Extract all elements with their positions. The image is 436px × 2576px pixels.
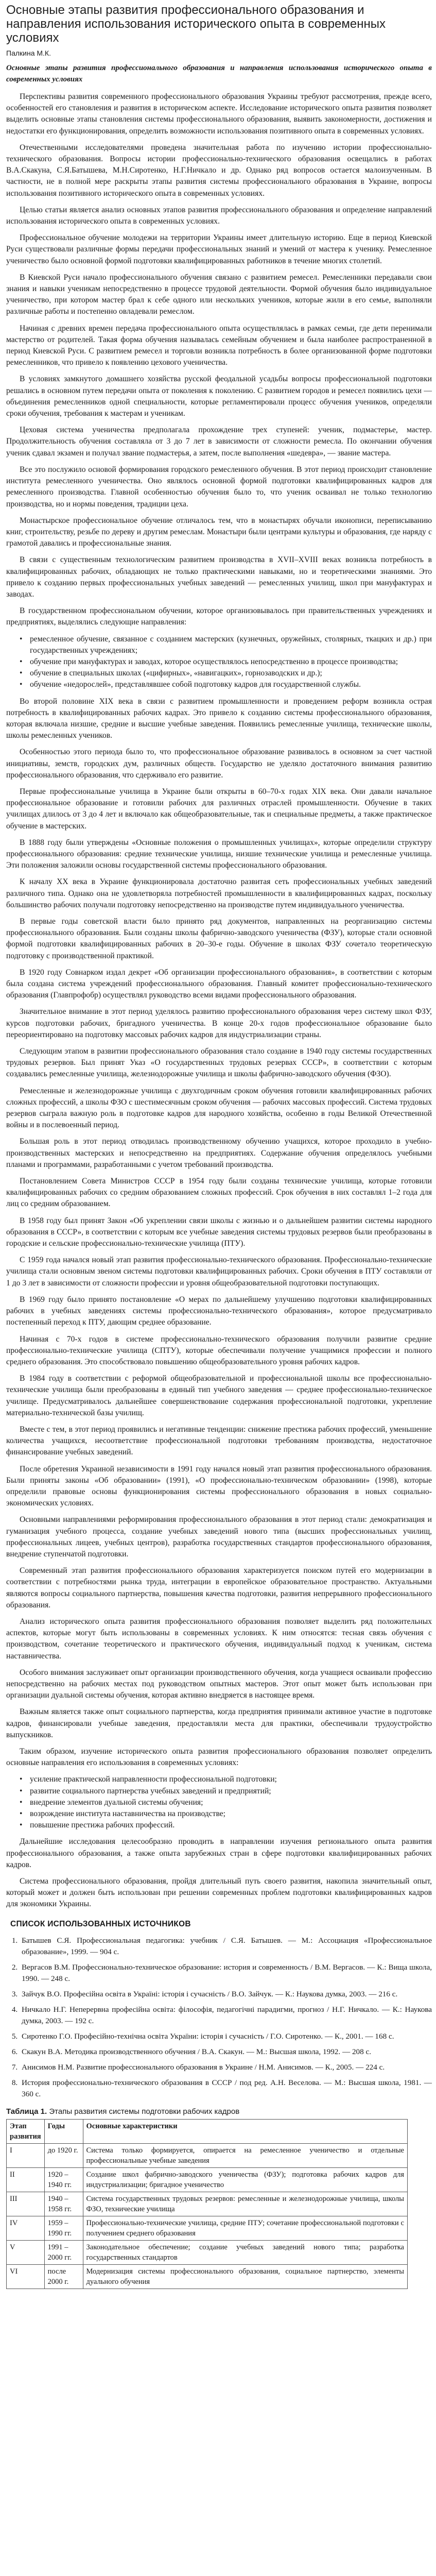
table-caption-label: Таблица 1.	[6, 2107, 47, 2116]
paragraph: В 1969 году было принято постановление «О мерах по дальнейшему улучшению подготовки квалифицированных рабочих в учебных заведениях системы профессионально-технического образования», которое предусматривало постепенный переход к ПТУ, дающим среднее образование.	[6, 1295, 432, 1327]
table-caption-text: Этапы развития системы подготовки рабочих кадров	[47, 2107, 240, 2116]
article-title: Основные этапы развития профессионального образования и направления использования исторического опыта в современных условиях	[6, 3, 386, 45]
table-cell-period: 1991 – 2000 гг.	[44, 2240, 83, 2264]
table-cell-num: III	[7, 2192, 45, 2216]
paragraph: Основными направлениями реформирования профессионального образования в этот период стали: демократизация и гуманизация учебного процесса, создание учебных заведений нового типа (высших профессиональных училищ, профессиональных лицеев, учебных центров), разработка государственных стандартов профессионального образования, внедрение ступенчатой подготовки.	[6, 1515, 432, 1558]
reference-item: 3. Зайчук В.О. Професійна освіта в Україні: історія і сучасність / В.О. Зайчук. — К.: Наукова думка, 2003. — 216 с.	[20, 1989, 432, 2000]
paragraph: Следующим этапом в развитии профессионального образования стало создание в 1940 году системы государственных трудовых резервов. Был принят Указ «О государственных трудовых резервах СССР», в соответствии с которым создавались ремесленные училища, железнодорожные училища и школы фабрично-заводского обучения (ФЗО).	[6, 1047, 432, 1079]
table-cell-period: 1920 – 1940 гг.	[44, 2167, 83, 2192]
body-section-2	[6, 696, 432, 1769]
table-header-period: Годы	[44, 2119, 83, 2143]
reference-item: 4. Ничкало Н.Г. Неперервна професійна освіта: філософія, педагогічні парадигми, прогноз / Н.Г. Ничкало. — К.: Наукова думка, 2003. — 192 с.	[20, 2004, 432, 2027]
table-row	[7, 2264, 408, 2289]
table-header-stage: Этап развития	[7, 2119, 45, 2143]
table-row	[7, 2143, 408, 2167]
list-item: • повышение престижа рабочих профессий.	[20, 1820, 432, 1831]
paragraph: Начиная с древних времен передача профессионального опыта осуществлялась в рамках семьи, где дети перенимали мастерство от родителей. Такая форма обучения называлась семейным обучением и была наиболее распространенной в период Киевской Руси. С развитием ремесел и торговли возникла потребность в более организованной форме подготовки ремесленников, что привело к появлению цехового ученичества.	[6, 324, 432, 367]
table-cell-num: II	[7, 2167, 45, 2192]
paragraph: В Киевской Руси начало профессионального обучения связано с развитием ремесел. Ремесленники передавали свои знания и навыки ученикам непосредственно в процессе трудовой деятельности. Формой обучения было индивидуальное ученичество, при котором мастер брал к себе одного или нескольких учеников, которые жили в его семье, выполняли различные работы и постепенно овладевали ремеслом.	[6, 273, 432, 316]
paragraph: Особенностью этого периода было то, что профессиональное образование развивалось в основном за счет частной инициативы, земств, городских дум, различных обществ. Государство не уделяло достаточного внимания развитию профессионального образования, что сдерживало его развитие.	[6, 748, 432, 779]
body-section-3	[6, 1836, 432, 1910]
paragraph: В 1888 году были утверждены «Основные положения о промышленных училищах», которые определили структуру профессионального образования: средние технические училища, низшие технические училища и ремесленные училища. Эти положения заложили основы государственной системы профессионального образования.	[6, 838, 432, 870]
table-row	[7, 2216, 408, 2240]
paragraph: Во второй половине XIX века в связи с развитием промышленности и проведением реформ возникла острая потребность в квалифицированных рабочих кадрах. Это привело к созданию системы профессионального образования, которая включала низшие, средние и высшие учебные заведения. Появились ремесленные училища, технические школы, школы ремесленных учеников.	[6, 697, 432, 740]
table-cell-num: V	[7, 2240, 45, 2264]
table-cell-period: 1959 – 1990 гг.	[44, 2216, 83, 2240]
paragraph: Вместе с тем, в этот период проявились и негативные тенденции: снижение престижа рабочих профессий, уменьшение количества учащихся, несоответствие профессиональной подготовки требованиям производства, недостаточное финансирование учебных заведений.	[6, 1425, 432, 1457]
paragraph: Большая роль в этот период отводилась производственному обучению учащихся, которое проходило в учебно-производственных мастерских и непосредственно на предприятиях. Содержание обучения определялось учебными планами и программами, разработанными с учетом требований производства.	[6, 1137, 432, 1169]
table-header-description: Основные характеристики	[83, 2119, 408, 2143]
paragraph: В 1920 году Совнарком издал декрет «Об организации профессионального образования», в соответствии с которым была создана система учреждений профессионального образования. Главный комитет профессионально-технического образования (Главпрофобр) осуществлял руководство всеми видами профессионального образования.	[6, 968, 432, 1000]
table-cell-stage: Создание школ фабрично-заводского ученичества (ФЗУ); подготовка рабочих кадров для индустриализации; бригадное ученичество	[83, 2167, 408, 2192]
table-header-row	[7, 2119, 408, 2143]
paragraph: Первые профессиональные училища в Украине были открыты в 60–70-х годах XIX века. Они давали начальное профессиональное образование и готовили рабочих для различных отраслей промышленности. Обучение в таких училищах длилось от 3 до 4 лет и включало как общеобразовательные, так и специальные предметы, а также практическое обучение в мастерских.	[6, 787, 432, 831]
stages-table	[6, 2119, 408, 2289]
paragraph: С 1959 года начался новый этап развития профессионально-технического образования. Профессионально-технические училища стали основным звеном системы подготовки квалифицированных рабочих. Сроки обучения в ПТУ составляли от 1 до 3 лет в зависимости от сложности профессии и уровня общеобразовательной подготовки поступающих.	[6, 1256, 432, 1287]
table-caption	[6, 2107, 432, 2116]
table-cell-stage: Система государственных трудовых резервов: ремесленные и железнодорожные училища, школы ФЗО, технические училища	[83, 2192, 408, 2216]
table-cell-num: VI	[7, 2264, 45, 2289]
body-section-1	[6, 91, 432, 629]
reference-item: 6. Скакун В.А. Методика производственного обучения / В.А. Скакун. — М.: Высшая школа, 1992. — 208 с.	[20, 2046, 432, 2058]
list-item: • обучение «недорослей», представлявшее собой подготовку кадров для государственной службы.	[20, 679, 432, 690]
list-item: • обучение в специальных школах («цифирных», «навигацких», горнозаводских и др.);	[20, 668, 432, 679]
paragraph: Все это послужило основой формирования городского ремесленного обучения. В этот период происходит становление института ремесленного ученичества. Оно являлось основной формой подготовки квалифицированных кадров для ремесленного производства. Главной особенностью обучения было то, что ученик осваивал не только технологию производства, но и нормы поведения, традиции цеха.	[6, 465, 432, 509]
paragraph: Особого внимания заслуживает опыт организации производственного обучения, когда учащиеся осваивали профессию непосредственно на рабочих местах под руководством опытных мастеров. Этот опыт может быть использован при организации дуальной системы обучения, которая активно внедряется в настоящее время.	[6, 1668, 432, 1700]
paragraph: Начиная с 70-х годов в системе профессионально-технического образования получили развитие средние профессионально-технические училища (СПТУ), которые обеспечивали получение учащимися профессии и полного среднего образования. Это способствовало повышению общеобразовательного уровня рабочих кадров.	[6, 1334, 432, 1366]
paragraph: Профессиональное обучение молодежи на территории Украины имеет длительную историю. Еще в период Киевской Руси существовали различные формы передачи профессиональных знаний и умений от мастера к ученику. Ремесленное ученичество было основной формой подготовки квалифицированных работников в течение многих столетий.	[6, 233, 432, 265]
paragraph: В 1984 году в соответствии с реформой общеобразовательной и профессиональной школы все профессионально-технические училища были преобразованы в единый тип учебного заведения — среднее профессионально-техническое училище. Предусматривалось дальнейшее совершенствование содержания профессиональной подготовки, укрепление материально-технической базы училищ.	[6, 1374, 432, 1417]
reference-item: 1. Батышев С.Я. Профессиональная педагогика: учебник / С.Я. Батышев. — М.: Ассоциация «Профессиональное образование», 1999. — 904 с.	[20, 1935, 432, 1958]
references-heading: СПИСОК ИСПОЛЬЗОВАННЫХ ИСТОЧНИКОВ	[10, 1919, 191, 1928]
table-cell-num: I	[7, 2143, 45, 2167]
list-item: • развитие социального партнерства учебных заведений и предприятий;	[20, 1786, 432, 1797]
paragraph: Ремесленные и железнодорожные училища с двухгодичным сроком обучения готовили квалифицированных рабочих сложных профессий, а школы ФЗО с шестимесячным сроком обучения — рабочих массовых профессий. Система трудовых резервов сыграла важную роль в подготовке кадров для народного хозяйства, особенно в годы Великой Отечественной войны и в послевоенный период.	[6, 1086, 432, 1130]
paragraph: Целью статьи является анализ основных этапов развития профессионального образования и определение направлений использования исторического опыта в современных условиях.	[6, 205, 432, 226]
paragraph: Современный этап развития профессионального образования характеризуется поиском путей его модернизации в соответствии с потребностями рынка труда, интеграции в европейское образовательное пространство. Актуальными являются вопросы социального партнерства, повышения качества подготовки, развития непрерывного профессионального образования.	[6, 1566, 432, 1609]
table-cell-stage: Законодательное обеспечение; создание учебных заведений нового типа; разработка государственных стандартов	[83, 2240, 408, 2264]
paragraph: Дальнейшие исследования целесообразно проводить в направлении изучения регионального опыта развития профессионального образования, а также опыта зарубежных стран в сфере подготовки квалифицированных рабочих кадров.	[6, 1837, 432, 1869]
bullet-list-2	[6, 1774, 432, 1831]
paragraph: К началу XX века в Украине функционировала достаточно развитая сеть профессиональных учебных заведений различного типа. Однако она не удовлетворяла потребностей промышленности в квалифицированных кадрах, поскольку большинство рабочих получали подготовку непосредственно на производстве путем индивидуального ученичества.	[6, 877, 432, 909]
paragraph: В государственном профессиональном обучении, которое организовывалось при правительственных учреждениях и предприятиях, выделялись следующие направления:	[6, 606, 432, 627]
paragraph: В условиях замкнутого домашнего хозяйства русской феодальной усадьбы вопросы профессиональной подготовки решались в основном путем передачи опыта от поколения к поколению. С развитием городов и ремесел появились цехи — объединения ремесленников одной специальности, которые регламентировали процесс обучения учеников, определяли сроки обучения, требования к мастерам и ученикам.	[6, 375, 432, 418]
references-list	[6, 1935, 432, 2100]
paragraph: Постановлением Совета Министров СССР в 1954 году были созданы технические училища, которые готовили квалифицированных рабочих со средним образованием сложных профессий. Срок обучения в них составлял 1–2 года для лиц со средним образованием.	[6, 1177, 432, 1209]
table-cell-period: до 1920 г.	[44, 2143, 83, 2167]
paragraph: Система профессионального образования, пройдя длительный путь своего развития, накопила значительный опыт, который может и должен быть использован при решении современных проблем подготовки квалифицированных кадров для экономики Украины.	[6, 1877, 432, 1909]
paragraph: Важным является также опыт социального партнерства, когда предприятия принимали активное участие в подготовке кадров, финансировали учебные заведения, предоставляли места для практики, обеспечивали трудоустройство выпускников.	[6, 1707, 432, 1739]
paragraph: Монастырское профессиональное обучение отличалось тем, что в монастырях обучали иконописи, переписыванию книг, строительству, резьбе по дереву и другим ремеслам. Монастыри были центрами культуры и образования, где наряду с грамотой давались и профессиональные знания.	[6, 516, 432, 548]
table-cell-stage: Система только формируется, опирается на ремесленное ученичество и отдельные профессиональные учебные заведения	[83, 2143, 408, 2167]
paragraph: В 1958 году был принят Закон «Об укреплении связи школы с жизнью и о дальнейшем развитии системы народного образования в СССР», в соответствии с которым все учебные заведения системы трудовых резервов были преобразованы в городские и сельские профессионально-технические училища (ПТУ).	[6, 1216, 432, 1248]
list-item: • внедрение элементов дуальной системы обучения;	[20, 1797, 432, 1808]
reference-item: 5. Сиротенко Г.О. Професійно-технічна освіта України: історія і сучасність / Г.О. Сиротенко. — К., 2001. — 168 с.	[20, 2031, 432, 2042]
bullet-list-1	[6, 634, 432, 691]
paragraph: В связи с существенным технологическим развитием производства в XVII–XVIII веках возникла потребность в квалифицированных рабочих, обладающих не только практическими навыками, но и теоретическими знаниями. Это привело к созданию первых профессиональных учебных заведений — ремесленных училищ, школ при мануфактурах и заводах.	[6, 555, 432, 599]
table-row	[7, 2192, 408, 2216]
list-item: • возрождение института наставничества на производстве;	[20, 1808, 432, 1820]
reference-item: 2. Вергасов В.М. Профессионально-техническое образование: история и современность / В.М. Вергасов. — К.: Вища школа, 1990. — 248 с.	[20, 1962, 432, 1985]
table-row	[7, 2167, 408, 2192]
list-item: • ремесленное обучение, связанное с созданием мастерских (кузнечных, оружейных, столярных, ткацких и др.) при государственных учреждениях;	[20, 634, 432, 656]
reference-item: 7. Анисимов Н.М. Развитие профессионального образования в Украине / Н.М. Анисимов. — К., 2005. — 224 с.	[20, 2062, 432, 2073]
paragraph: Отечественными исследователями проведена значительная работа по изучению истории профессионально-технического образования. Вопросы истории профессионально-технического образования освещались в работах В.А.Скакуна, С.Я.Батышева, М.Н.Сиротенко, Н.Г.Ничкало и др. Однако ряд вопросов остается малоизученным. В частности, не в полной мере раскрыты этапы развития системы профессионального образования в Украине, вопросы использования позитивного исторического опыта в современных условиях.	[6, 143, 432, 198]
paragraph: Перспективы развития современного профессионального образования Украины требуют рассмотрения, прежде всего, особенностей его становления и развития в историческом аспекте. Исследование исторического опыта развития позволяет выделить основные этапы становления системы профессионального образования, выявить закономерности, достижения и недостатки его функционирования, определить возможности использования позитивного опыта в современных условиях.	[6, 92, 432, 135]
list-item: • усиление практической направленности профессиональной подготовки;	[20, 1774, 432, 1785]
reference-item: 8. История профессионально-технического образования в СССР / под ред. А.Н. Веселова. — М.: Высшая школа, 1981. — 360 с.	[20, 2077, 432, 2100]
paragraph: В первые годы советской власти было принято ряд документов, направленных на реорганизацию системы профессионального образования. Были созданы школы фабрично-заводского ученичества (ФЗУ), которые стали основной формой подготовки квалифицированных рабочих в 20–30-е годы. Обучение в школах ФЗУ сочетало теоретическую подготовку с производственной практикой.	[6, 917, 432, 960]
paragraph: Значительное внимание в этот период уделялось развитию профессионального образования через систему школ ФЗУ, курсов подготовки рабочих, бригадного ученичества. В конце 20-х годов профессиональное образование было переориентировано на подготовку массовых рабочих кадров для индустриализации страны.	[6, 1007, 432, 1039]
table-cell-period: 1940 – 1958 гг.	[44, 2192, 83, 2216]
table-cell-stage: Модернизация системы профессионального образования, социальное партнерство, элементы дуального обучения	[83, 2264, 408, 2289]
keywords: Основные этапы развития профессионального образования и направления использования исторического опыта в современных условиях	[6, 64, 432, 83]
table-cell-stage: Профессионально-технические училища, средние ПТУ; сочетание профессиональной подготовки с получением среднего образования	[83, 2216, 408, 2240]
table-row	[7, 2240, 408, 2264]
paragraph: После обретения Украиной независимости в 1991 году начался новый этап развития профессионального образования. Были приняты законы «Об образовании» (1991), «О профессионально-техническом образовании» (1998), которые определили правовые основы функционирования системы профессионального образования в новых социально-экономических условиях.	[6, 1464, 432, 1508]
paragraph: Анализ исторического опыта развития профессионального образования позволяет выделить ряд положительных аспектов, которые могут быть использованы в современных условиях. К ним относятся: тесная связь обучения с производством, сочетание теоретического и практического обучения, индивидуальный подход к ученикам, система наставничества.	[6, 1617, 432, 1660]
paragraph: Цеховая система ученичества предполагала прохождение трех ступеней: ученик, подмастерье, мастер. Продолжительность обучения составляла от 3 до 7 лет в зависимости от сложности ремесла. По окончании обучения ученик сдавал экзамен и получал звание подмастерья, а затем, после выполнения «шедевра», — звание мастера.	[6, 426, 432, 457]
list-item: • обучение при мануфактурах и заводах, которое осуществлялось непосредственно в процессе производства;	[20, 656, 432, 668]
author: Палкина М.К.	[6, 49, 51, 57]
table-cell-num: IV	[7, 2216, 45, 2240]
table-cell-period: после 2000 г.	[44, 2264, 83, 2289]
paragraph: Таким образом, изучение исторического опыта развития профессионального образования позволяет определить основные направления его использования в современных условиях:	[6, 1747, 432, 1768]
